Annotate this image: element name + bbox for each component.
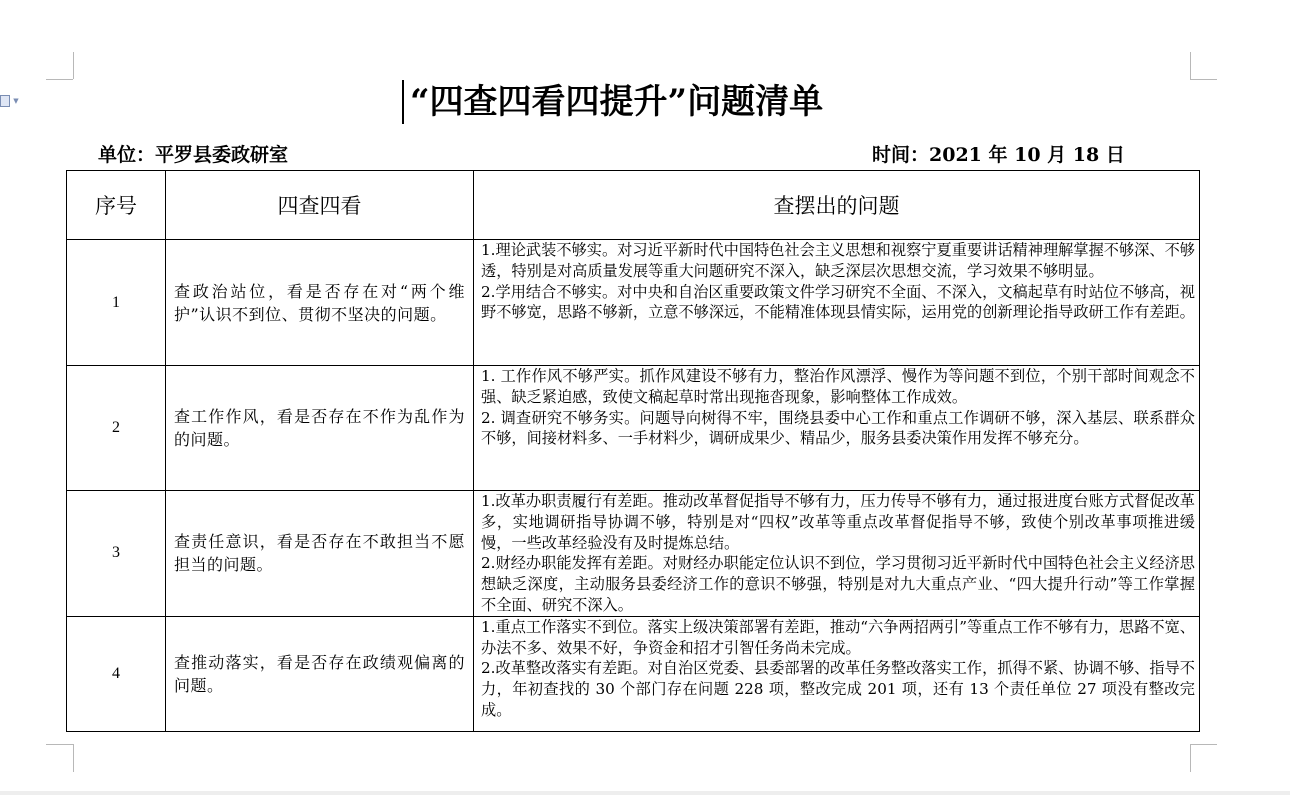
crop-mark bbox=[73, 52, 74, 79]
crop-mark bbox=[1190, 52, 1191, 79]
issues-table bbox=[66, 170, 1200, 732]
document-menu-icon[interactable] bbox=[0, 94, 24, 108]
table-row bbox=[67, 616, 1200, 731]
row-number[interactable]: 2 bbox=[67, 366, 166, 491]
problem-paragraph: 1.改革办职责履行有差距。推动改革督促指导不够有力，压力传导不够有力，通过报进度台账方式督促改革多，实地调研指导协调不够，特别是对“四权”改革等重点改革督促指导不够，致使个别改革事项推进缓慢，一些改革经验没有及时提炼总结。 bbox=[481, 492, 1195, 552]
document-icon bbox=[0, 95, 10, 107]
row-problems[interactable] bbox=[474, 491, 1200, 617]
row-number[interactable]: 1 bbox=[67, 240, 166, 366]
problem-paragraph: 1.理论武装不够实。对习近平新时代中国特色社会主义思想和视察宁夏重要讲话精神理解掌握不够深、不够透，特别是对高质量发展等重大问题研究不深入，缺乏深层次思想交流，学习效果不够明显。 bbox=[481, 241, 1195, 280]
crop-mark bbox=[1190, 744, 1191, 772]
table-row bbox=[67, 366, 1200, 491]
crop-mark bbox=[1190, 79, 1217, 80]
header-number[interactable]: 序号 bbox=[67, 171, 166, 240]
row-problems[interactable] bbox=[474, 240, 1200, 366]
problem-paragraph: 2. 调查研究不够务实。问题导向树得不牢，围绕县委中心工作和重点工作调研不够，深入基层、联系群众不够，间接材料多、一手材料少，调研成果少、精品少，服务县委决策作用发挥不够充分。 bbox=[481, 408, 1195, 448]
page-bottom-edge bbox=[0, 791, 1290, 795]
table-row bbox=[67, 491, 1200, 617]
text-cursor bbox=[402, 80, 404, 124]
table-header-row bbox=[67, 171, 1200, 240]
row-problems[interactable] bbox=[474, 616, 1200, 731]
row-check-item[interactable]: 查责任意识，看是否存在不敢担当不愿担当的问题。 bbox=[166, 491, 474, 617]
problem-paragraph: 1. 工作作风不够严实。抓作风建设不够有力，整治作风漂浮、慢作为等问题不到位，个别干部时间观念不强、缺乏紧迫感，致使文稿起草时常出现拖沓现象，影响整体工作成效。 bbox=[481, 367, 1195, 406]
crop-mark bbox=[1190, 744, 1217, 745]
row-check-item[interactable]: 查推动落实，看是否存在政绩观偏离的问题。 bbox=[166, 616, 474, 731]
row-number[interactable]: 4 bbox=[67, 616, 166, 731]
problem-paragraph: 2.改革整改落实有差距。对自治区党委、县委部署的改革任务整改落实工作，抓得不紧、协调不够、指导不力，年初查找的 30 个部门存在问题 228 项，整改完成 201 项，还有 13 个责任单位 27 项没有整改完成。 bbox=[481, 659, 1195, 719]
document-title[interactable]: “四查四看四提升”问题清单 bbox=[410, 82, 824, 122]
unit-label[interactable]: 单位：平罗县委政研室 bbox=[98, 144, 289, 166]
row-check-item[interactable]: 查政治站位，看是否存在对“两个维护”认识不到位、贯彻不坚决的问题。 bbox=[166, 240, 474, 366]
crop-mark bbox=[46, 744, 73, 745]
header-problems[interactable]: 查摆出的问题 bbox=[474, 171, 1200, 240]
crop-mark bbox=[46, 79, 73, 80]
row-problems[interactable] bbox=[474, 366, 1200, 491]
header-check[interactable]: 四查四看 bbox=[166, 171, 474, 240]
crop-mark bbox=[73, 744, 74, 772]
row-number[interactable]: 3 bbox=[67, 491, 166, 617]
problem-paragraph: 2.财经办职能发挥有差距。对财经办职能定位认识不到位，学习贯彻习近平新时代中国特色社会主义经济思想缺乏深度，主动服务县委经济工作的意识不够强，特别是对九大重点产业、“四大提升行动”等工作掌握不全面、研究不深入。 bbox=[481, 554, 1195, 614]
row-check-item[interactable]: 查工作作风，看是否存在不作为乱作为的问题。 bbox=[166, 366, 474, 491]
date-label[interactable]: 时间：2021 年 10 月 18 日 bbox=[872, 144, 1125, 166]
table-row bbox=[67, 240, 1200, 366]
chevron-down-icon: ▼ bbox=[13, 97, 19, 105]
problem-paragraph: 1.重点工作落实不到位。落实上级决策部署有差距，推动“六争两招两引”等重点工作不够有力，思路不宽、办法不多、效果不好，争资金和招才引智任务尚未完成。 bbox=[481, 617, 1195, 657]
problem-paragraph: 2.学用结合不够实。对中央和自治区重要政策文件学习研究不全面、不深入，文稿起草有时站位不够高，视野不够宽，思路不够新，立意不够深远，不能精准体现县情实际，运用党的创新理论指导政研工作有差距。 bbox=[481, 282, 1195, 322]
